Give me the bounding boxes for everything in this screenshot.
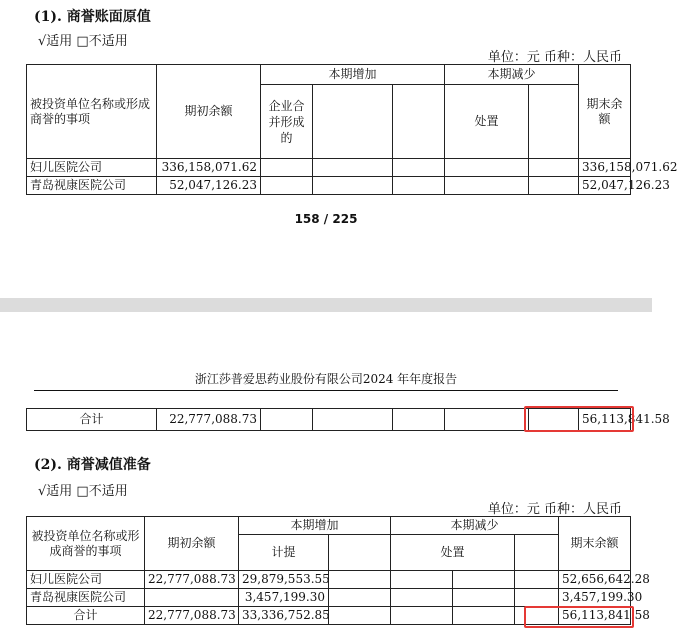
report-header: 浙江莎普爱思药业股份有限公司2024 年年度报告 bbox=[34, 370, 618, 391]
section-title-goodwill-original: (1). 商誉账面原值 bbox=[34, 9, 151, 25]
row-opening: 22,777,088.73 bbox=[145, 571, 239, 589]
header-increase: 本期增加 bbox=[261, 65, 445, 85]
row-opening: 52,047,126.23 bbox=[157, 177, 261, 195]
total-label: 合计 bbox=[27, 607, 145, 625]
header-blank-cell bbox=[529, 85, 579, 159]
total-provision: 33,336,752.85 bbox=[239, 607, 329, 625]
header-disposal: 处置 bbox=[445, 85, 529, 159]
goodwill-original-table bbox=[26, 64, 677, 195]
row-opening bbox=[145, 589, 239, 607]
row-closing: 52,656,642.28 bbox=[559, 571, 631, 589]
total-closing: 56,113,841.58 bbox=[559, 607, 631, 625]
page-separator bbox=[0, 298, 652, 312]
header-decrease: 本期减少 bbox=[391, 517, 559, 535]
header-opening: 期初余额 bbox=[145, 517, 239, 571]
header-blank-cell bbox=[393, 85, 445, 159]
row-closing: 336,158,071.62 bbox=[579, 159, 631, 177]
header-blank-cell bbox=[329, 535, 391, 571]
section-title-goodwill-impairment: (2). 商誉减值准备 bbox=[34, 457, 151, 473]
header-entity: 被投资单位名称或形成商誉的事项 bbox=[27, 517, 145, 571]
row-provision: 3,457,199.30 bbox=[239, 589, 329, 607]
header-closing: 期末余额 bbox=[579, 65, 631, 159]
row-entity-name: 青岛视康医院公司 bbox=[27, 177, 157, 195]
unit-currency-line: 单位：元 币种：人民币 bbox=[487, 50, 622, 65]
applicability-option: √适用 □不适用 bbox=[38, 34, 128, 49]
table-row bbox=[27, 589, 631, 607]
header-opening: 期初余额 bbox=[157, 65, 261, 159]
total-opening: 22,777,088.73 bbox=[157, 409, 261, 431]
row-entity-name: 妇儿医院公司 bbox=[27, 571, 145, 589]
table-row bbox=[27, 571, 631, 589]
header-provision: 计提 bbox=[239, 535, 329, 571]
highlight-box-impairment-total bbox=[524, 606, 634, 628]
header-merger: 企业合并形成的 bbox=[261, 85, 313, 159]
applicability-option: √适用 □不适用 bbox=[38, 484, 128, 499]
header-entity: 被投资单位名称或形成商誉的事项 bbox=[27, 65, 157, 159]
table-header-row bbox=[27, 65, 631, 85]
report-page-upper bbox=[0, 0, 677, 298]
report-page-lower bbox=[0, 312, 670, 638]
table-row bbox=[27, 177, 631, 195]
header-increase: 本期增加 bbox=[239, 517, 391, 535]
row-provision: 29,879,553.55 bbox=[239, 571, 329, 589]
table-header-row bbox=[27, 517, 631, 535]
page-number: 158 / 225 bbox=[294, 212, 358, 226]
row-closing: 3,457,199.30 bbox=[559, 589, 631, 607]
total-opening: 22,777,088.73 bbox=[145, 607, 239, 625]
row-opening: 336,158,071.62 bbox=[157, 159, 261, 177]
table-row bbox=[27, 159, 631, 177]
header-blank-cell bbox=[515, 535, 559, 571]
row-entity-name: 青岛视康医院公司 bbox=[27, 589, 145, 607]
header-closing: 期末余额 bbox=[559, 517, 631, 571]
header-disposal: 处置 bbox=[391, 535, 515, 571]
total-closing: 56,113,841.58 bbox=[579, 409, 631, 431]
total-label: 合计 bbox=[27, 409, 157, 431]
row-closing: 52,047,126.23 bbox=[579, 177, 631, 195]
header-blank-cell bbox=[313, 85, 393, 159]
header-decrease: 本期减少 bbox=[445, 65, 579, 85]
highlight-box-original-total bbox=[524, 406, 634, 432]
row-entity-name: 妇儿医院公司 bbox=[27, 159, 157, 177]
unit-currency-line: 单位：元 币种：人民币 bbox=[487, 502, 622, 517]
